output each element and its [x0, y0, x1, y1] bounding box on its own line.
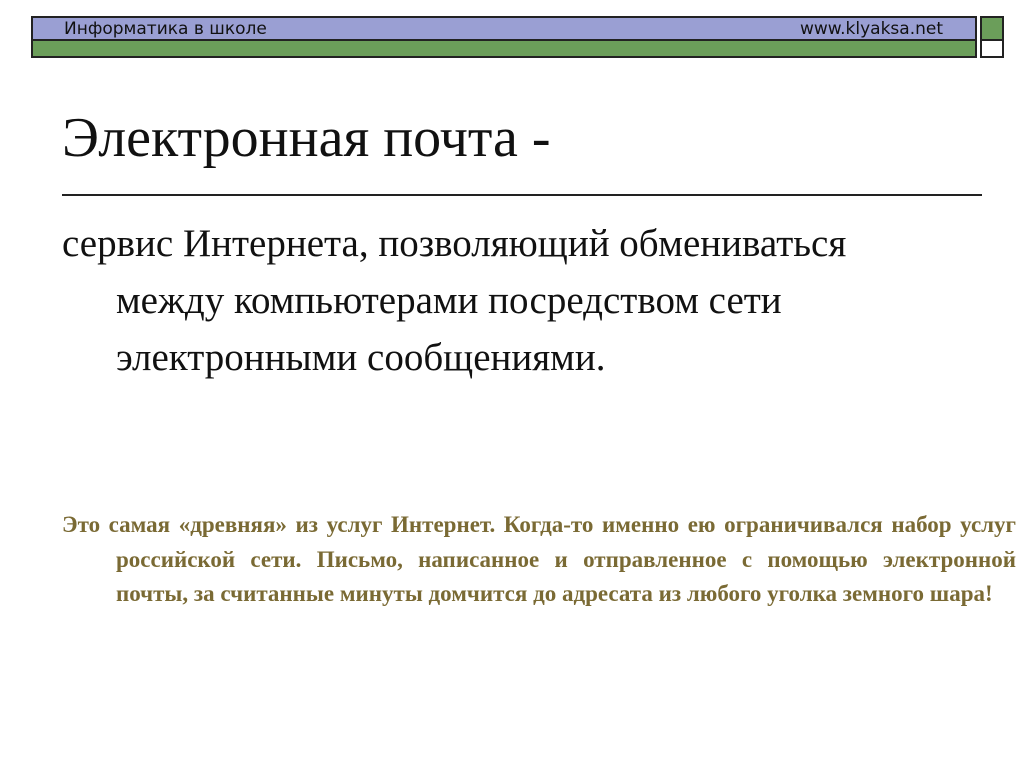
- header-corner-square-lower: [980, 41, 1004, 58]
- slide-title: Электронная почта -: [62, 107, 551, 169]
- site-title: Информатика в школе: [64, 19, 267, 39]
- header-accent-stripe: [31, 41, 977, 58]
- note-paragraph: Это самая «древняя» из услуг Интернет. Когда-то именно ею ограничивался набор услуг российской сети. Письмо, написанное и отправленное с помощью электронной почты, за считанные минуты домчится до адресата из любого уголка земного шара!: [62, 512, 1016, 606]
- title-divider: [62, 194, 982, 196]
- definition-text: сервис Интернета, позволяющий обмениваться между компьютерами посредством сети электронными сообщениями.: [62, 222, 847, 379]
- header-bar: [31, 16, 977, 41]
- site-url: www.klyaksa.net: [799, 19, 943, 39]
- header-corner-square: [980, 16, 1004, 41]
